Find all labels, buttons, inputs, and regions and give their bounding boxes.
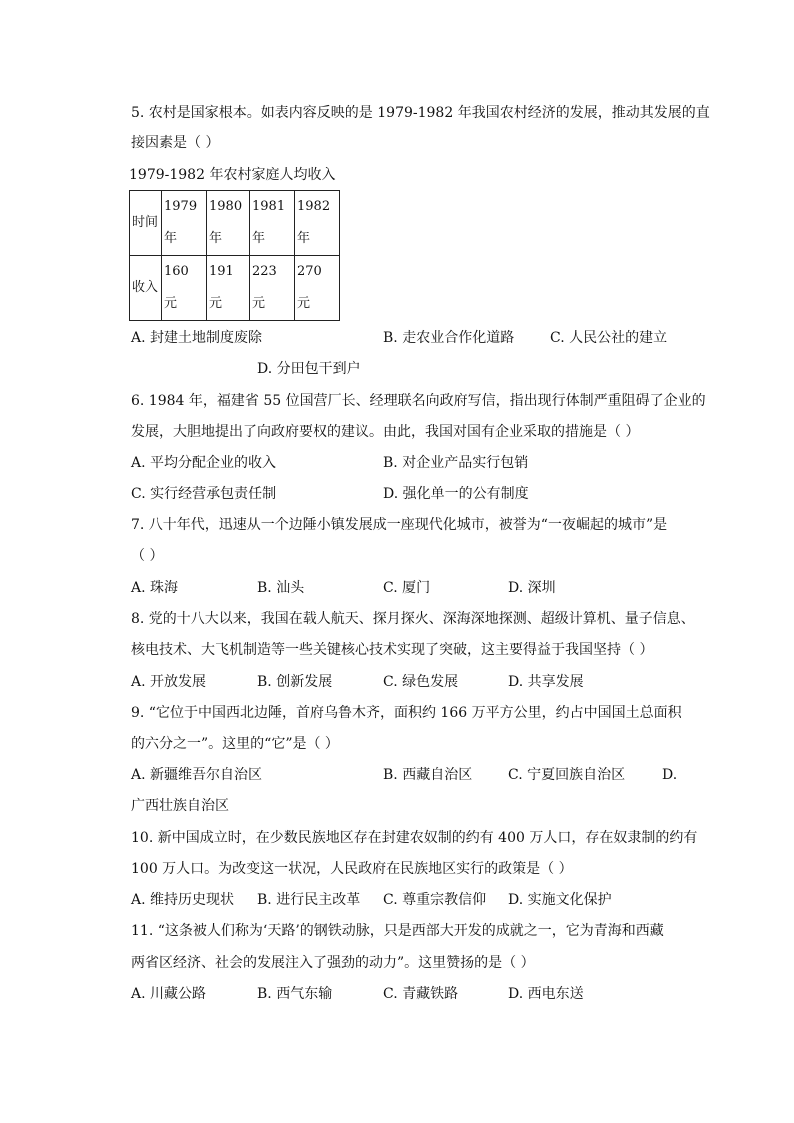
q7-stem-line2: （ ） bbox=[131, 548, 164, 564]
table-row bbox=[130, 256, 340, 321]
q11-option-d: D. 西电东送 bbox=[508, 986, 584, 1002]
q7-option-b: B. 汕头 bbox=[257, 580, 305, 596]
q9-option-c: C. 宁夏回族自治区 bbox=[508, 767, 626, 783]
q11-option-b: B. 西气东输 bbox=[257, 986, 333, 1002]
q6-stem-line1: 6. 1984 年，福建省 55 位国营厂长、经理联名向政府写信，指出现行体制严重阻碍了企业的 bbox=[131, 393, 706, 409]
q11-option-c: C. 青藏铁路 bbox=[383, 986, 459, 1002]
q7-option-d: D. 深圳 bbox=[508, 580, 556, 596]
q8-option-a: A. 开放发展 bbox=[131, 674, 207, 690]
q9-option-a: A. 新疆维吾尔自治区 bbox=[131, 767, 263, 783]
table-cell-year: 1982 年 bbox=[295, 191, 340, 256]
q11-stem-line2: 两省区经济、社会的发展注入了强劲的动力”。这里赞扬的是（ ） bbox=[131, 955, 535, 971]
q5-option-c: C. 人民公社的建立 bbox=[550, 330, 668, 346]
table-cell-income: 160 元 bbox=[162, 256, 207, 321]
table-cell-income: 270 元 bbox=[295, 256, 340, 321]
q5-stem-line2: 接因素是（ ） bbox=[131, 135, 220, 151]
q9-option-d-label: D. bbox=[662, 767, 678, 783]
q9-stem-line1: 9. “它位于中国西北边陲，首府乌鲁木齐，面积约 166 万平方公里，约占中国国土总面积 bbox=[131, 705, 682, 721]
q5-option-d: D. 分田包干到户 bbox=[257, 361, 361, 377]
q6-option-b: B. 对企业产品实行包销 bbox=[383, 455, 529, 471]
q6-option-a: A. 平均分配企业的收入 bbox=[131, 455, 277, 471]
q8-stem-line1: 8. 党的十八大以来，我国在载人航天、探月探火、深海深地探测、超级计算机、量子信息、 bbox=[131, 611, 695, 627]
q10-option-c: C. 尊重宗教信仰 bbox=[383, 892, 487, 908]
table-cell-year: 1980 年 bbox=[207, 191, 250, 256]
q8-option-d: D. 共享发展 bbox=[508, 674, 584, 690]
q5-table-caption: 1979-1982 年农村家庭人均收入 bbox=[129, 167, 336, 183]
q11-stem-line1: 11. “这条被人们称为‘天路’的钢铁动脉，只是西部大开发的成就之一，它为青海和西藏 bbox=[131, 923, 664, 939]
table-cell-income: 191 元 bbox=[207, 256, 250, 321]
table-row bbox=[130, 191, 340, 256]
q5-option-a: A. 封建土地制度废除 bbox=[131, 330, 263, 346]
table-cell-year: 1979 年 bbox=[162, 191, 207, 256]
q7-option-a: A. 珠海 bbox=[131, 580, 179, 596]
q9-option-d-text: 广西壮族自治区 bbox=[131, 798, 229, 814]
q7-option-c: C. 厦门 bbox=[383, 580, 431, 596]
q10-option-d: D. 实施文化保护 bbox=[508, 892, 612, 908]
q6-option-c: C. 实行经营承包责任制 bbox=[131, 486, 277, 502]
table-header-time: 时间 bbox=[130, 191, 162, 256]
table-cell-year: 1981 年 bbox=[250, 191, 295, 256]
q10-option-b: B. 进行民主改革 bbox=[257, 892, 361, 908]
q8-stem-line2: 核电技术、大飞机制造等一些关键核心技术实现了突破，这主要得益于我国坚持（ ） bbox=[131, 642, 654, 658]
q9-stem-line2: 的六分之一”。这里的“它”是（ ） bbox=[131, 736, 339, 752]
q10-option-a: A. 维持历史现状 bbox=[131, 892, 235, 908]
table-header-income: 收入 bbox=[130, 256, 162, 321]
q6-option-d: D. 强化单一的公有制度 bbox=[383, 486, 529, 502]
q11-option-a: A. 川藏公路 bbox=[131, 986, 207, 1002]
table-cell-income: 223 元 bbox=[250, 256, 295, 321]
q8-option-c: C. 绿色发展 bbox=[383, 674, 459, 690]
q6-stem-line2: 发展，大胆地提出了向政府要权的建议。由此，我国对国有企业采取的措施是（ ） bbox=[131, 424, 640, 440]
q7-stem-line1: 7. 八十年代，迅速从一个边陲小镇发展成一座现代化城市，被誉为“一夜崛起的城市”是 bbox=[131, 517, 668, 533]
q8-option-b: B. 创新发展 bbox=[257, 674, 333, 690]
q5-stem-line1: 5. 农村是国家根本。如表内容反映的是 1979-1982 年我国农村经济的发展，推动其发展的直 bbox=[131, 105, 710, 121]
q10-stem-line2: 100 万人口。为改变这一状况，人民政府在民族地区实行的政策是（ ） bbox=[131, 861, 573, 877]
q5-option-b: B. 走农业合作化道路 bbox=[383, 330, 515, 346]
q10-stem-line1: 10. 新中国成立时，在少数民族地区存在封建农奴制的约有 400 万人口，存在奴隶制的约有 bbox=[131, 830, 698, 846]
income-table bbox=[129, 190, 340, 321]
q9-option-b: B. 西藏自治区 bbox=[383, 767, 473, 783]
